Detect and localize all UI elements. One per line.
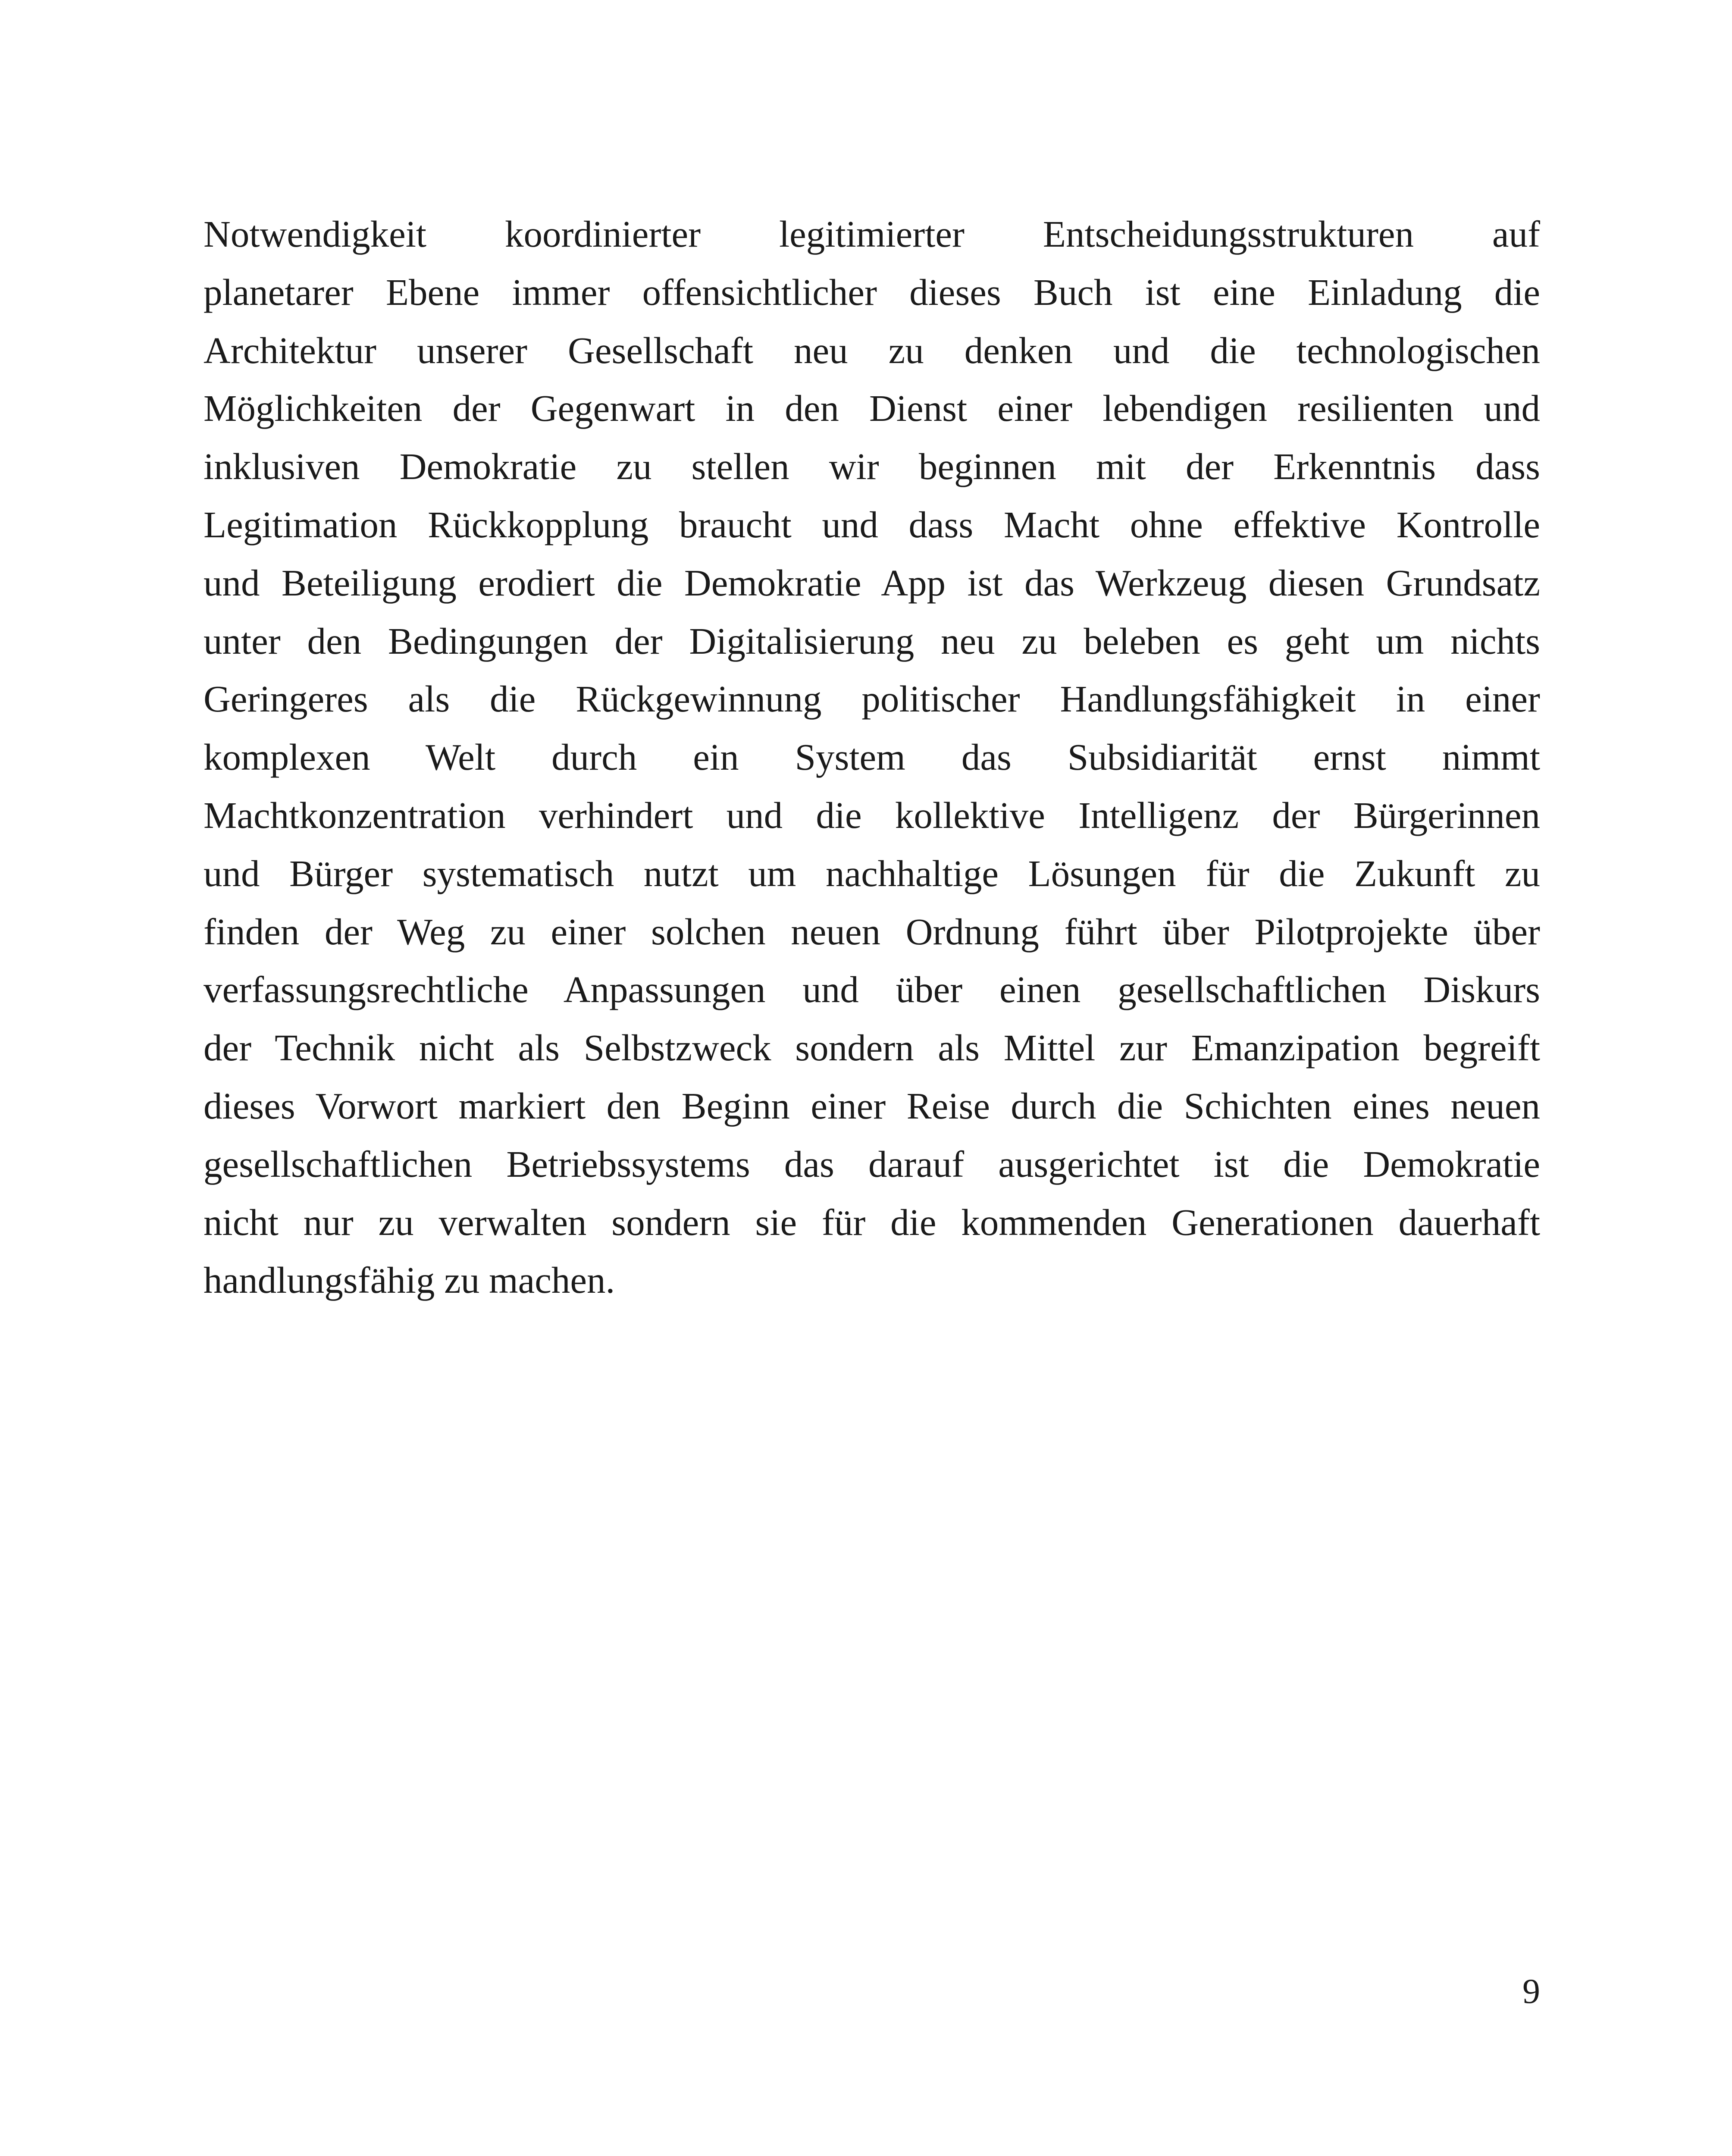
paragraph-line: und Beteiligung erodiert die Demokratie App ist das Werkzeug diesen Grundsatz — [204, 561, 1540, 604]
page-number: 9 — [1522, 1971, 1540, 2011]
paragraph-line: Machtkonzentration verhindert und die kollektive Intelligenz der Bürgerinnen — [204, 794, 1540, 836]
paragraph-line: und Bürger systematisch nutzt um nachhaltige Lösungen für die Zukunft zu — [204, 852, 1540, 894]
paragraph-line: handlungsfähig zu machen. — [204, 1259, 615, 1301]
paragraph-line: komplexen Welt durch ein System das Subsidiarität ernst nimmt — [204, 736, 1540, 778]
paragraph-line: inklusiven Demokratie zu stellen wir beginnen mit der Erkenntnis dass — [204, 445, 1540, 488]
paragraph-line: verfassungsrechtliche Anpassungen und über einen gesellschaftlichen Diskurs — [204, 968, 1540, 1011]
paragraph-line: unter den Bedingungen der Digitalisierung neu zu beleben es geht um nichts — [204, 620, 1540, 662]
paragraph-line: Notwendigkeit koordinierter legitimierter Entscheidungsstrukturen auf — [204, 213, 1540, 255]
paragraph-line: Architektur unserer Gesellschaft neu zu denken und die technologischen — [204, 329, 1540, 371]
paragraph-line: finden der Weg zu einer solchen neuen Ordnung führt über Pilotprojekte über — [204, 910, 1540, 953]
paragraph-line: Möglichkeiten der Gegenwart in den Dienst einer lebendigen resilienten und — [204, 387, 1540, 429]
body-paragraph — [204, 205, 1540, 1310]
paragraph-line: gesellschaftlichen Betriebssystems das darauf ausgerichtet ist die Demokratie — [204, 1143, 1540, 1185]
paragraph-line: nicht nur zu verwalten sondern sie für die kommenden Generationen dauerhaft — [204, 1201, 1540, 1243]
paragraph-line: der Technik nicht als Selbstzweck sondern als Mittel zur Emanzipation begreift — [204, 1027, 1540, 1069]
paragraph-line: Legitimation Rückkopplung braucht und dass Macht ohne effektive Kontrolle — [204, 503, 1540, 545]
paragraph-line: Geringeres als die Rückgewinnung politischer Handlungsfähigkeit in einer — [204, 678, 1540, 720]
paragraph-line: dieses Vorwort markiert den Beginn einer Reise durch die Schichten eines neuen — [204, 1084, 1540, 1127]
paragraph-line: planetarer Ebene immer offensichtlicher dieses Buch ist eine Einladung die — [204, 271, 1540, 313]
